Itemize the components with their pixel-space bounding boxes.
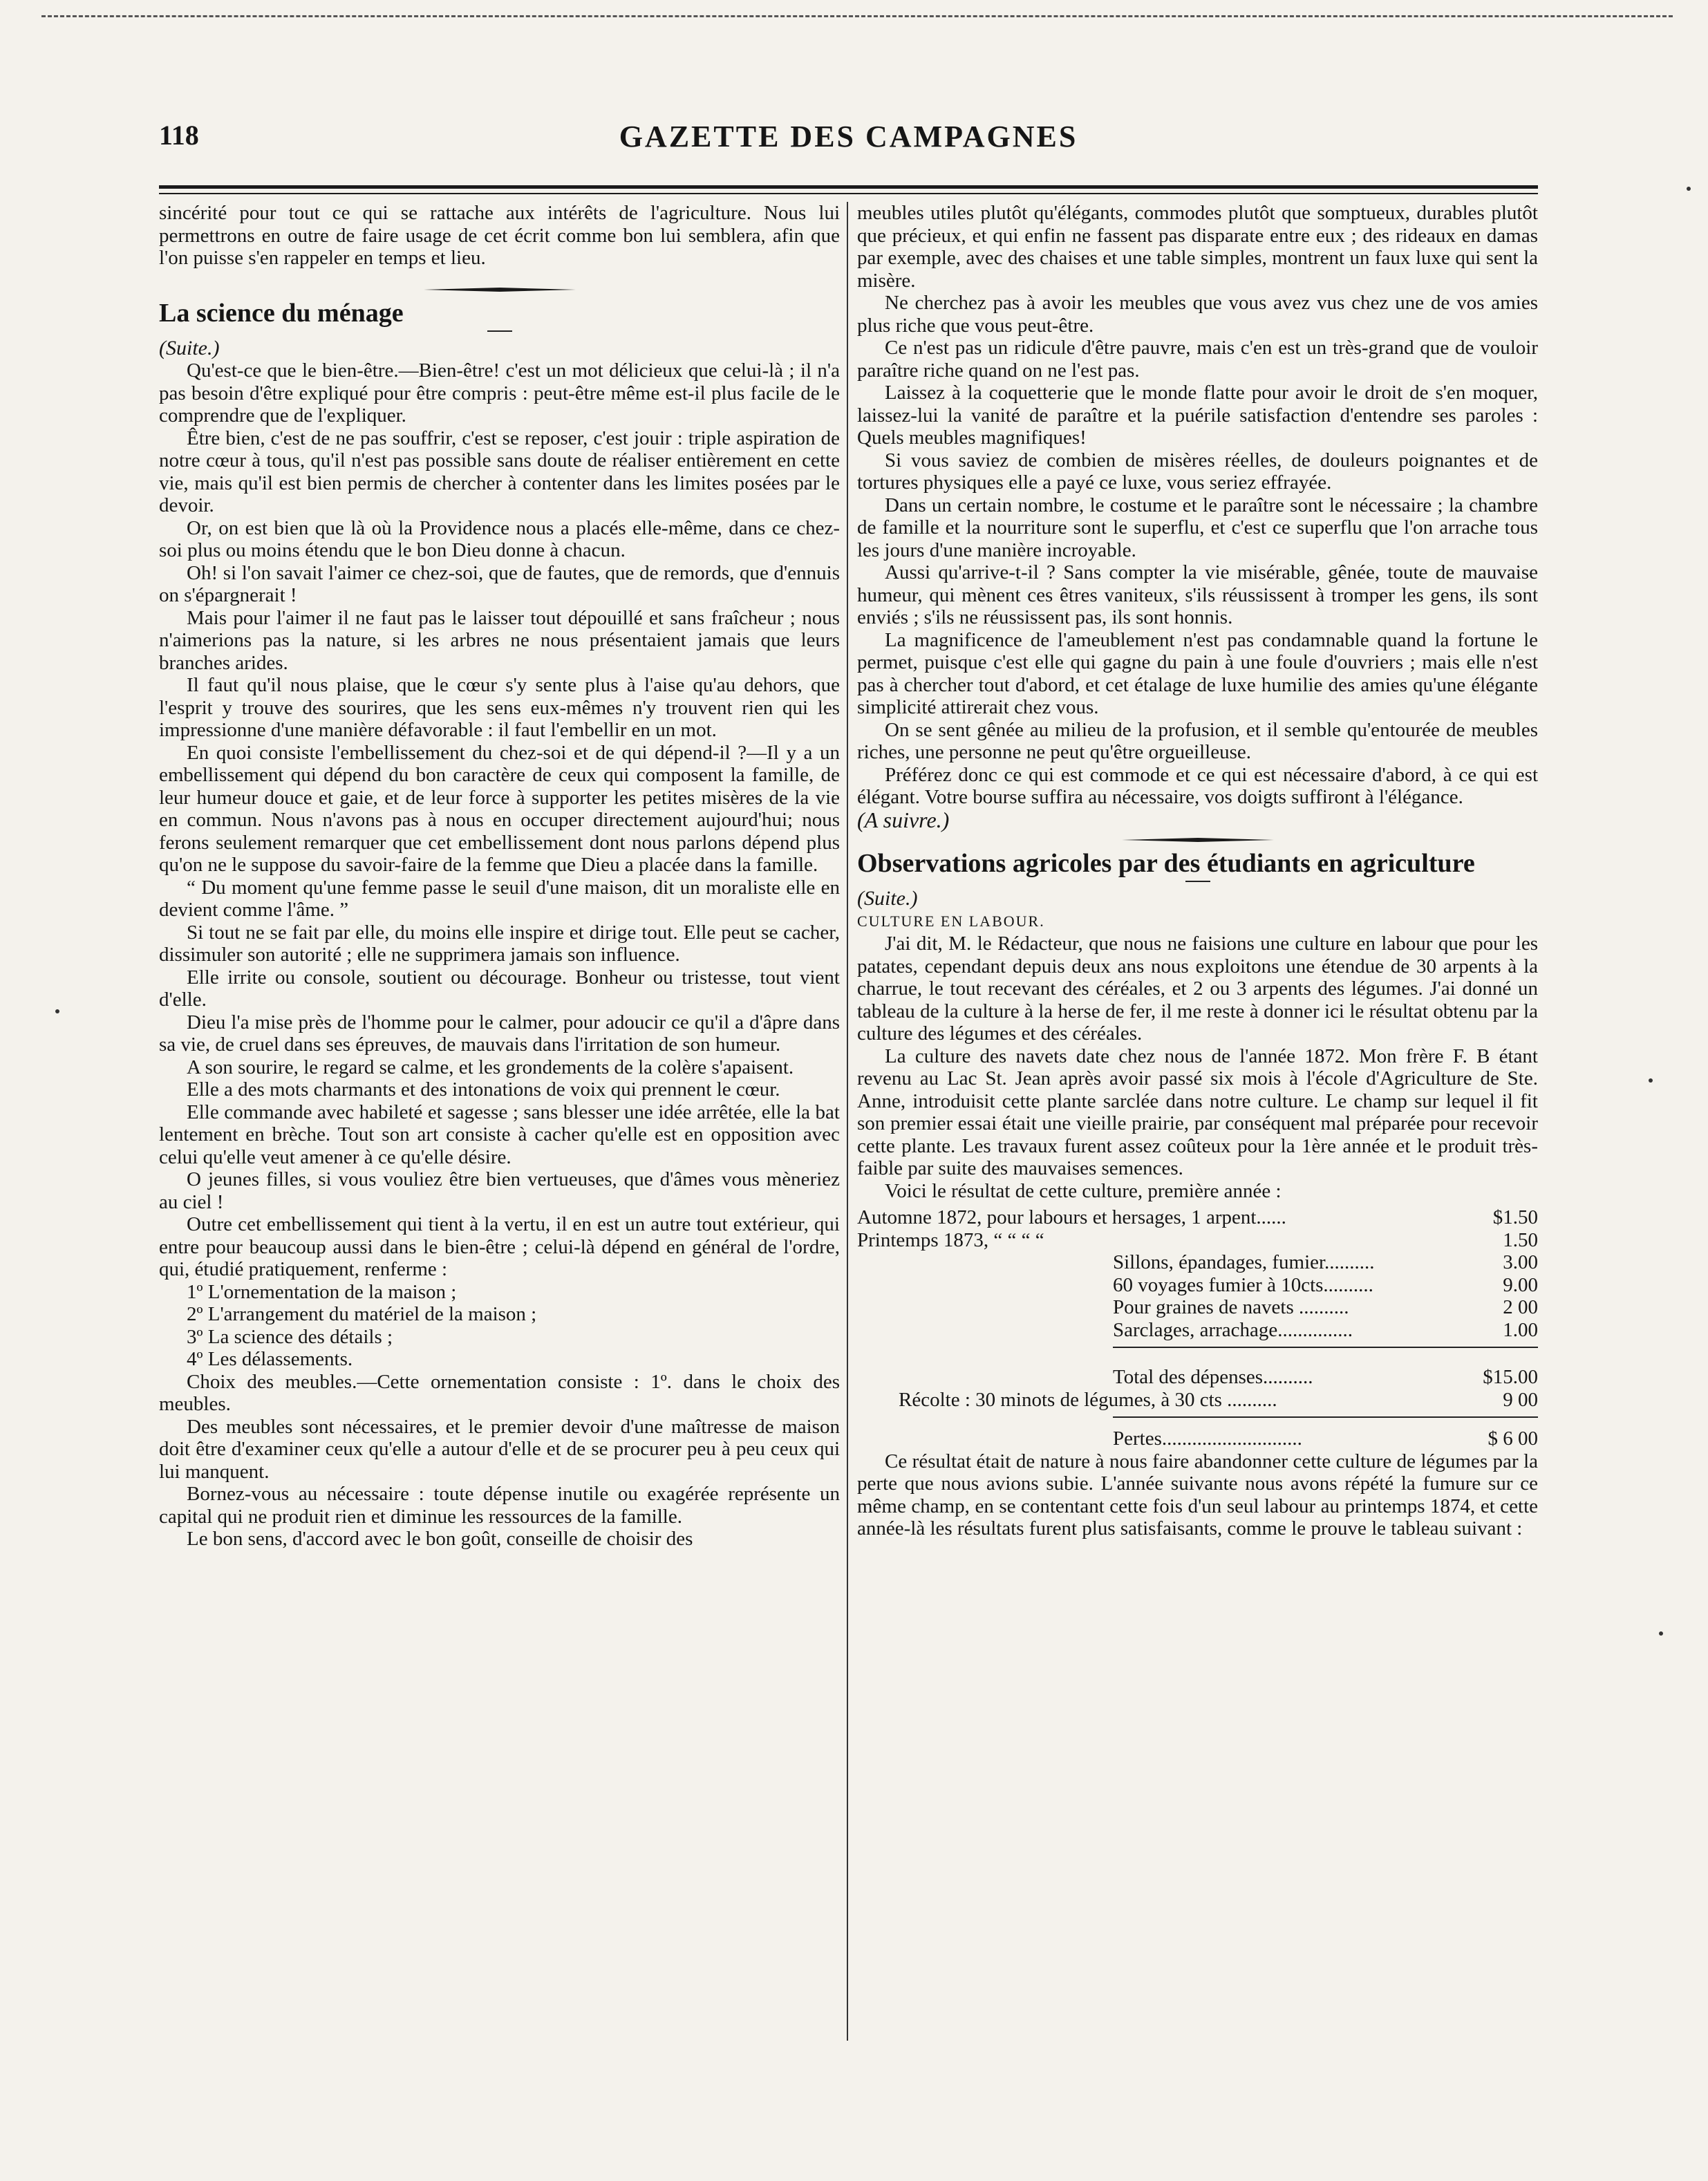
ledger-recolte-amount: 9 00 bbox=[1503, 1388, 1538, 1411]
paragraph: “ Du moment qu'une femme passe le seuil d'une maison, dit un moraliste elle en devient comme l'âme. ” bbox=[159, 876, 840, 921]
header-thick-rule bbox=[159, 185, 1538, 189]
paragraph: Dans un certain nombre, le costume et le paraître sont le nécessaire ; la chambre de famille et la nourriture sont le superflu, et c'est ce superflu que l'on arrache tous les jours d'une manière incroyable. bbox=[857, 494, 1538, 561]
ledger-total-row bbox=[857, 1366, 1538, 1389]
ledger-total-rule bbox=[1113, 1347, 1538, 1348]
page-header bbox=[159, 119, 1538, 160]
paragraph: Choix des meubles.—Cette ornementation consiste : 1º. dans le choix des meubles. bbox=[159, 1370, 840, 1415]
header-thin-rule bbox=[159, 193, 1538, 194]
ledger-row bbox=[857, 1206, 1538, 1229]
paragraph: On se sent gênée au milieu de la profusion, et il semble qu'entourée de meubles riches, une personne ne peut qu'être orgueilleuse. bbox=[857, 718, 1538, 763]
paragraph: Oh! si l'on savait l'aimer ce chez-soi, que de fautes, que de remords, que d'ennuis on s'épargnerait ! bbox=[159, 561, 840, 606]
ledger-label: Automne 1872, pour labours et hersages, 1 arpent...... bbox=[857, 1206, 1286, 1228]
paragraph: A son sourire, le regard se calme, et les grondements de la colère s'apaisent. bbox=[187, 1056, 794, 1078]
section-ornament-rule bbox=[424, 288, 576, 292]
ledger-pertes-rule bbox=[1113, 1416, 1538, 1418]
a-suivre-label: (A suivre.) bbox=[857, 807, 950, 832]
section-ornament-rule bbox=[1122, 838, 1274, 842]
paragraph: J'ai dit, M. le Rédacteur, que nous ne faisions une culture en labour que pour les patates, cependant depuis deux ans nous exploitons une étendue de 30 arpents à la charrue, le tout recevant des céréales, et 2 ou 3 arpents des légumes. J'ai donné un tableau de la culture à la herse de fer, il me reste à donner ici le résultat obtenu par la culture des légumes et des céréales. bbox=[857, 933, 1538, 1045]
paragraph: Ce n'est pas un ridicule d'être pauvre, mais c'en est un très-grand que de vouloir paraître riche quand on ne l'est pas. bbox=[857, 337, 1538, 382]
ledger-amount: 1.50 bbox=[1503, 1228, 1538, 1251]
paragraph: Ce résultat était de nature à nous faire abandonner cette culture de légumes par la perte que nous avions subie. L'année suivante nous avons répété la fumure sur ce même champ, en se contentant cette fois d'un seul labour au printemps 1874, et cette année-là les résultats furent plus satisfaisants, comme le prouve le tableau suivant : bbox=[857, 1450, 1538, 1539]
paragraph: Si tout ne se fait par elle, du moins elle inspire et dirige tout. Elle peut se cacher, dissimuler son autorité ; elle ne supprimera jamais son influence. bbox=[159, 921, 840, 966]
scan-speck bbox=[1659, 1631, 1663, 1636]
ledger-pertes-row bbox=[857, 1428, 1538, 1450]
article-subheading: CULTURE EN LABOUR. bbox=[857, 912, 1045, 930]
page-number: 118 bbox=[159, 120, 199, 151]
top-border-rule bbox=[41, 15, 1673, 17]
article-title-science-menage: La science du ménage bbox=[159, 298, 404, 328]
ledger-amount: 2 00 bbox=[1503, 1296, 1538, 1318]
paragraph: Si vous saviez de combien de misères réelles, de douleurs poignantes et de tortures physiques elle a payé ce luxe, vous seriez effrayée. bbox=[857, 449, 1538, 494]
paragraph: Qu'est-ce que le bien-être.—Bien-être! c'est un mot délicieux que celui-là ; il n'a pas besoin d'être expliqué pour être compris : peut-être même est-il plus facile de le comprendre que de l'expliquer. bbox=[159, 359, 840, 427]
expense-ledger bbox=[857, 1206, 1538, 1450]
article-suite-label: (Suite.) bbox=[857, 887, 918, 910]
paragraph: Dieu l'a mise près de l'homme pour le calmer, pour adoucir ce qu'il a d'âpre dans sa vie, de cruel dans ses épreuves, de mauvais dans l'irritation de son humeur. bbox=[159, 1011, 840, 1056]
paragraph: Aussi qu'arrive-t-il ? Sans compter la vie misérable, gênée, toute de mauvaise humeur, qui mènent ces êtres vaniteux, s'ils réussissent à tromper les gens, ils sont enviés ; s'ils ne réussissent pas, ils sont honnis. bbox=[857, 561, 1538, 628]
ledger-label: Pour graines de navets .......... bbox=[1113, 1296, 1349, 1318]
ledger-total-amount: $15.00 bbox=[1483, 1366, 1538, 1388]
scan-speck bbox=[55, 1009, 59, 1013]
paragraph: La magnificence de l'ameublement n'est pas condamnable quand la fortune le permet, puisque c'est elle qui gagne du pain à une foule d'ouvriers ; mais elle n'est pas à chercher tout d'abord, et cet étalage de luxe humilie des amies qu'une élégante simplicité attirerait chez vous. bbox=[857, 628, 1538, 718]
list-item: 2º L'arrangement du matériel de la maison ; bbox=[187, 1303, 537, 1325]
ledger-amount: 1.00 bbox=[1503, 1318, 1538, 1341]
ledger-row bbox=[857, 1296, 1538, 1319]
paragraph: Il faut qu'il nous plaise, que le cœur s'y sente plus à l'aise qu'au dehors, que l'esprit y trouve des sourires, que les sens eux-mêmes n'y trouvent rien qui les impressionne d'une manière défavorable : il faut l'embellir en un mot. bbox=[159, 674, 840, 741]
list-item: 3º La science des détails ; bbox=[187, 1325, 393, 1348]
left-column bbox=[159, 202, 840, 1551]
paragraph: La culture des navets date chez nous de l'année 1872. Mon frère F. B étant revenu au Lac St. Jean après avoir passé six mois à l'école d'Agriculture de Ste. Anne, introduisit cette plante sarclée dans notre culture. Le champ sur lequel il fit son premier essai était une vieille prairie, par conséquent mal préparée pour recevoir cette plante. Les travaux furent assez coûteux pour la 1ère année et le produit très-faible par suite des mauvaises semences. bbox=[857, 1045, 1538, 1179]
ledger-label: 60 voyages fumier à 10cts.......... bbox=[1113, 1273, 1373, 1296]
scan-speck bbox=[1687, 187, 1691, 191]
right-column bbox=[857, 202, 1538, 1540]
paragraph: Laissez à la coquetterie que le monde flatte pour avoir le droit de s'en moquer, laissez-lui la vanité de paraître et la puérile satisfaction d'entendre ses paroles : Quels meubles magnifiques! bbox=[857, 382, 1538, 449]
ledger-amount: 9.00 bbox=[1503, 1273, 1538, 1296]
ledger-recolte-row bbox=[857, 1389, 1538, 1412]
ledger-recolte-label: Récolte : 30 minots de légumes, à 30 cts .......... bbox=[899, 1388, 1277, 1411]
paragraph: En quoi consiste l'embellissement du chez-soi et de qui dépend-il ?—Il y a un embellissement qui dépend du bon caractère de ceux qui composent la famille, de leur humeur douce et gaie, et de leur force à supporter les petites misères de la vie en commun. Nous n'avons pas à nous en occuper directement aujourd'hui; nous ferons seulement remarquer que cet embellissement dont nous parlons dépend plus qu'on ne le suppose du savoir-faire de la femme que Dieu a placée dans la famille. bbox=[159, 741, 840, 876]
article-suite-label: (Suite.) bbox=[159, 336, 220, 359]
list-item: 1º L'ornementation de la maison ; bbox=[187, 1280, 457, 1303]
scan-speck bbox=[1649, 1078, 1653, 1083]
article-title-observations-agricoles: Observations agricoles par des étudiants en agriculture bbox=[857, 849, 1475, 878]
paragraph: Or, on est bien que là où la Providence nous a placés elle-même, dans ce chez-soi plus ou moins étendu que le bon Dieu donne à chacun. bbox=[159, 516, 840, 561]
paragraph: meubles utiles plutôt qu'élégants, commodes plutôt que somptueux, durables plutôt que précieux, et qui enfin ne fassent pas disparate entre eux ; des rideaux en damas par exemple, avec des chaises et une table simples, montrent un faux luxe qui sent la misère. bbox=[857, 202, 1538, 292]
paragraph: Mais pour l'aimer il ne faut pas le laisser tout dépouillé et sans fraîcheur ; nous n'aimerions pas la nature, si les arbres ne nous présentaient jamais que leurs branches arides. bbox=[159, 606, 840, 674]
title-short-rule bbox=[487, 330, 512, 332]
paragraph: Elle irrite ou console, soutient ou décourage. Bonheur ou tristesse, tout vient d'elle. bbox=[159, 966, 840, 1011]
intro-paragraph: sincérité pour tout ce qui se rattache aux intérêts de l'agriculture. Nous lui permettrons en outre de faire usage de cet écrit comme bon lui semblera, afin que l'on puisse s'en rappeler en temps et lieu. bbox=[159, 202, 840, 269]
ledger-label: Sarclages, arrachage............... bbox=[1113, 1318, 1353, 1341]
paragraph: Être bien, c'est de ne pas souffrir, c'est se reposer, c'est jouir : triple aspiration de notre cœur à tous, qu'il n'est pas possible sans doute de réaliser entièrement en cette vie, mais qu'il est bien permis de chercher à contenter dans les limites posées par le devoir. bbox=[159, 427, 840, 516]
ledger-row bbox=[857, 1274, 1538, 1297]
paragraph: Voici le résultat de cette culture, première année : bbox=[885, 1179, 1282, 1202]
paragraph: Des meubles sont nécessaires, et le premier devoir d'une maîtresse de maison doit être d'examiner ceux qu'elle a autour d'elle et de se procurer peu à peu ceux qui lui manquent. bbox=[159, 1415, 840, 1483]
title-short-rule bbox=[1185, 881, 1210, 882]
ledger-row bbox=[857, 1229, 1538, 1252]
paragraph: Le bon sens, d'accord avec le bon goût, conseille de choisir des bbox=[187, 1528, 693, 1550]
paragraph: O jeunes filles, si vous vouliez être bien vertueuses, que d'âmes vous mèneriez au ciel ! bbox=[159, 1168, 840, 1213]
ledger-label: Printemps 1873, “ “ “ “ bbox=[857, 1228, 1044, 1251]
ledger-pertes-label: Pertes............................ bbox=[1113, 1428, 1302, 1450]
paragraph: Ne cherchez pas à avoir les meubles que vous avez vus chez une de vos amies plus riche que vous peut-être. bbox=[857, 292, 1538, 337]
ledger-label: Sillons, épandages, fumier.......... bbox=[1113, 1251, 1375, 1273]
paragraph: Bornez-vous au nécessaire : toute dépense inutile ou exagérée représente un capital qui ne produit rien et diminue les ressources de la famille. bbox=[159, 1483, 840, 1528]
ledger-pertes-amount: $ 6 00 bbox=[1488, 1428, 1538, 1450]
paragraph: Outre cet embellissement qui tient à la vertu, il en est un autre tout extérieur, qui entre pour beaucoup aussi dans le bien-être ; celui-là dépend en général de l'ordre, qui, étudié pratiquement, renferme : bbox=[159, 1213, 840, 1280]
paragraph: Elle a des mots charmants et des intonations de voix qui prennent le cœur. bbox=[187, 1078, 780, 1101]
ledger-total-label: Total des dépenses.......... bbox=[1113, 1366, 1313, 1388]
ledger-amount: 3.00 bbox=[1503, 1251, 1538, 1273]
ledger-row bbox=[857, 1319, 1538, 1342]
column-divider bbox=[847, 202, 848, 2041]
paragraph: Elle commande avec habileté et sagesse ; sans blesser une idée arrêtée, elle la bat lentement en brèche. Tout son art consiste à cacher qu'elle est en opposition avec celui qu'elle veut amener à ce qu'elle désire. bbox=[159, 1101, 840, 1168]
masthead-title: GAZETTE DES CAMPAGNES bbox=[619, 120, 1078, 153]
paragraph: Préférez donc ce qui est commode et ce qui est nécessaire d'abord, à ce qui est élégant. Votre bourse suffira au nécessaire, vos doigts suffiront à l'élégance. bbox=[857, 763, 1538, 808]
ledger-row bbox=[857, 1251, 1538, 1274]
list-item: 4º Les délassements. bbox=[187, 1348, 353, 1370]
ledger-amount: $1.50 bbox=[1492, 1206, 1538, 1228]
